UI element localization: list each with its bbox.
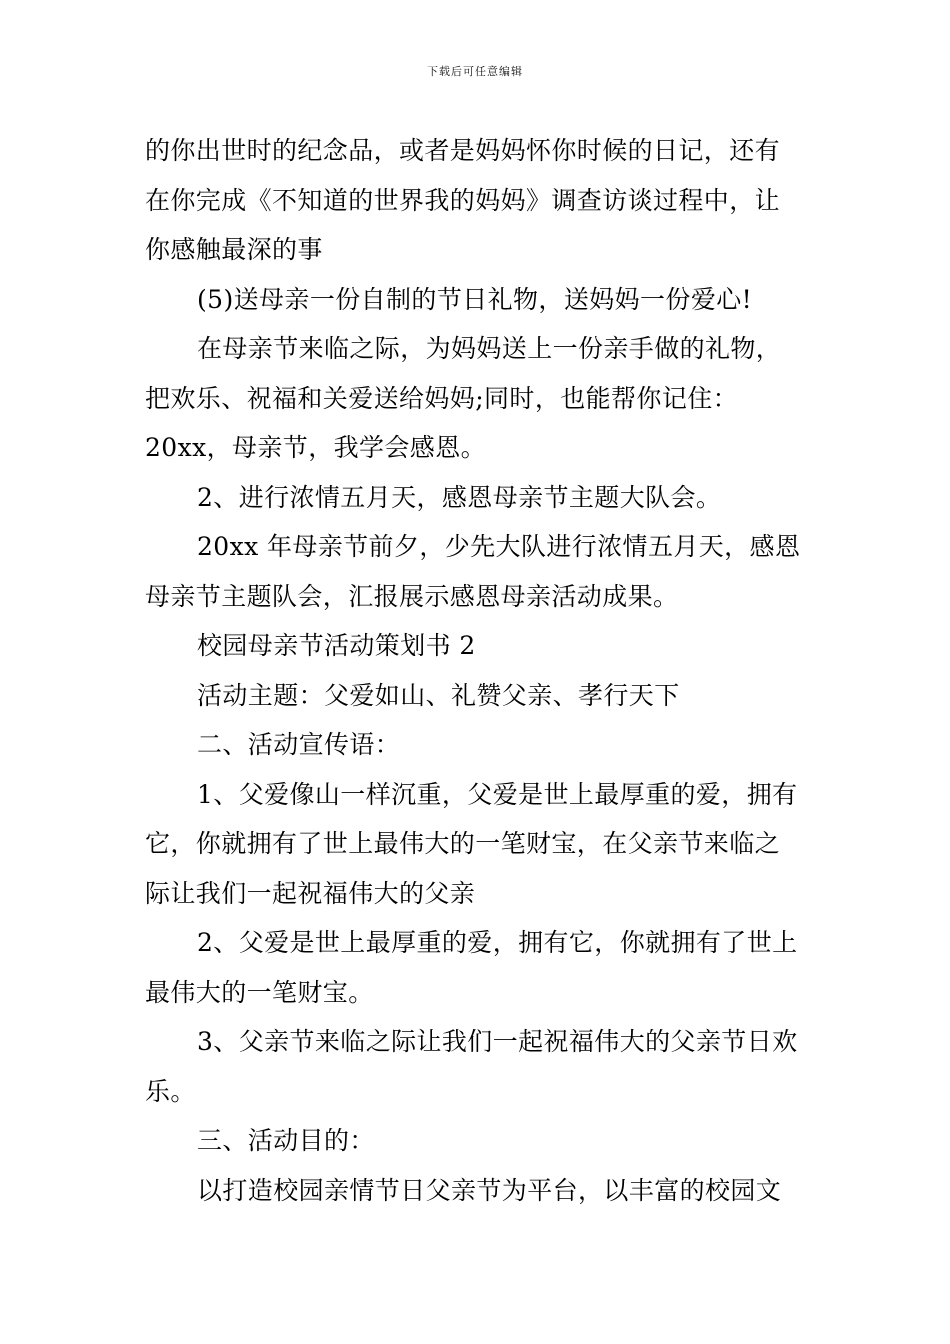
paragraph-line: 活动主题：父爱如山、礼赞父亲、孝行天下 <box>197 680 680 710</box>
paragraph-line: 际让我们一起祝福伟大的父亲 <box>145 878 476 908</box>
paragraph-line: (5)送母亲一份自制的节日礼物，送妈妈一份爱心! <box>197 284 753 314</box>
paragraph-line: 乐。 <box>145 1076 196 1106</box>
paragraph-line: 3、父亲节来临之际让我们一起祝福伟大的父亲节日欢 <box>197 1027 798 1056</box>
paragraph-line: 20xx 年母亲节前夕，少先大队进行浓情五月天，感恩 <box>197 532 801 561</box>
paragraph-line: 以打造校园亲情节日父亲节为平台，以丰富的校园文 <box>197 1175 782 1205</box>
paragraph-line: 2、进行浓情五月天，感恩母亲节主题大队会。 <box>197 482 722 512</box>
paragraph-line: 在你完成《不知道的世界我的妈妈》调查访谈过程中，让 <box>145 185 781 215</box>
paragraph-line: 把欢乐、祝福和关爱送给妈妈;同时，也能帮你记住： <box>145 383 739 413</box>
paragraph-line: 1、父爱像山一样沉重，父爱是世上最厚重的爱，拥有 <box>197 779 798 809</box>
paragraph-line: 最伟大的一笔财宝。 <box>145 977 374 1007</box>
paragraph-line: 2、父爱是世上最厚重的爱，拥有它，你就拥有了世上 <box>197 928 798 957</box>
document-body <box>145 126 810 1215</box>
page-header-note: 下载后可任意编辑 <box>427 65 523 78</box>
section-heading: 二、活动宣传语： <box>197 730 401 759</box>
section-heading: 三、活动目的： <box>197 1126 375 1155</box>
paragraph-line: 的你出世时的纪念品，或者是妈妈怀你时候的日记，还有 <box>145 136 781 165</box>
paragraph-line: 母亲节主题队会，汇报展示感恩母亲活动成果。 <box>145 581 679 611</box>
paragraph-line: 它，你就拥有了世上最伟大的一笔财宝，在父亲节来临之 <box>145 829 781 858</box>
paragraph-line: 在母亲节来临之际，为妈妈送上一份亲手做的礼物， <box>197 334 782 363</box>
paragraph-line: 你感触最深的事 <box>145 235 323 264</box>
section-title: 校园母亲节活动策划书 2 <box>197 631 476 660</box>
paragraph-line: 20xx，母亲节，我学会感恩。 <box>145 433 487 462</box>
